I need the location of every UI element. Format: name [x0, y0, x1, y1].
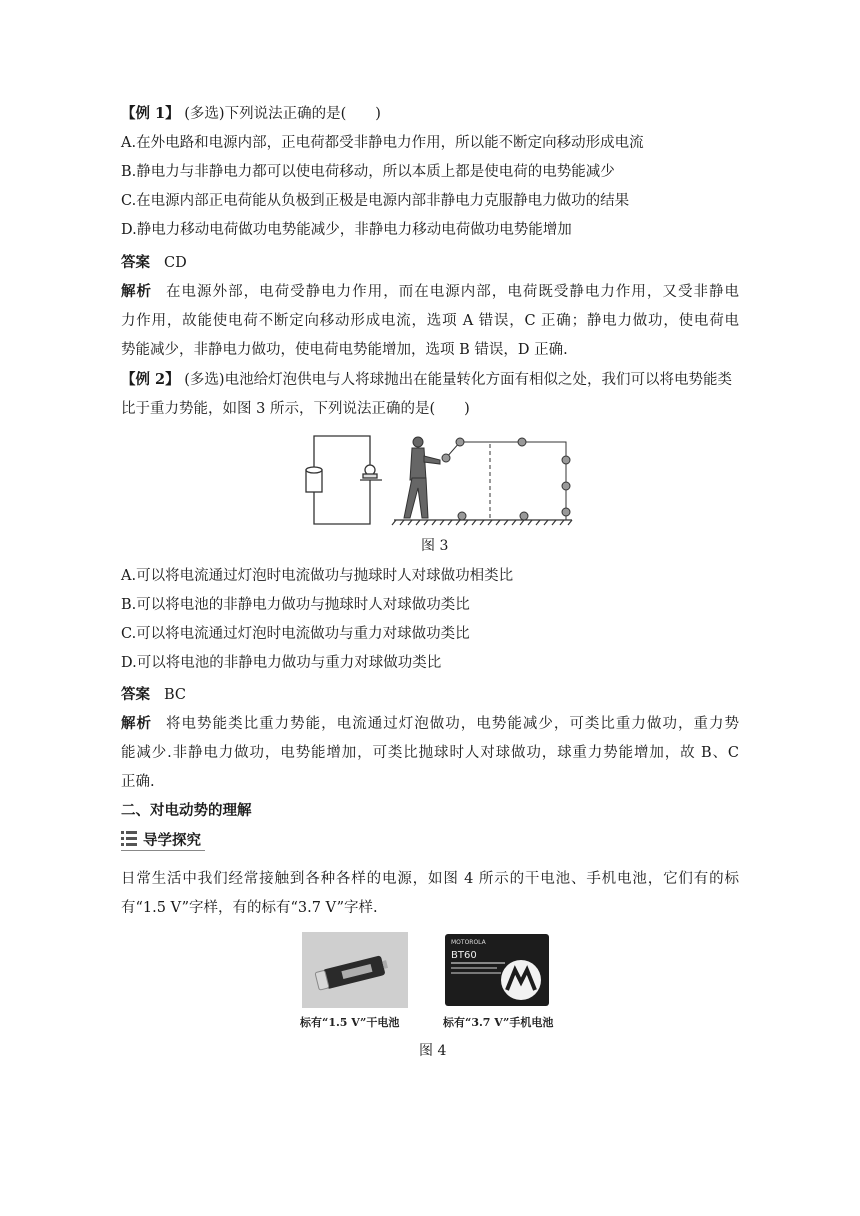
circuit-diagram — [306, 436, 382, 524]
example2-tag: 【例 2】 — [121, 371, 180, 388]
example1-option-a: A.在外电路和电源内部，正电荷都受非静电力作用，所以能不断定向移动形成电流 — [121, 135, 644, 151]
figure3-caption: 图 3 — [421, 538, 449, 554]
phone-battery-brand: MOTOROLA — [451, 939, 486, 946]
list-icon — [121, 831, 137, 846]
ball-markers — [442, 438, 570, 520]
example1-analysis-line-2: 力作用，故能使电荷不断定向移动形成电流，选项 A 错误，C 正确；静电力做功，使电荷电 — [121, 313, 739, 329]
example1-analysis-line-3: 势能减少，非静电力做功，使电荷电势能增加，选项 B 错误，D 正确. — [121, 342, 568, 358]
photo1-caption: 标有“1.5 V”干电池 — [300, 1016, 400, 1029]
ball — [562, 482, 570, 490]
example2-question-line-1 — [121, 370, 732, 390]
ball — [562, 456, 570, 464]
example2-analysis-line-2: 能减少.非静电力做功，电势能增加，可类比抛球时人对球做功，球重力势能增加，故 B、C — [121, 745, 739, 761]
example2-option-a: A.可以将电流通过灯泡时电流做功与抛球时人对球做功相类比 — [121, 568, 514, 584]
ball — [562, 508, 570, 516]
figure3-illustration — [300, 430, 580, 528]
photo2-caption: 标有“3.7 V”手机电池 — [443, 1016, 554, 1029]
section-heading: 二、对电动势的理解 — [121, 803, 252, 819]
answer-value: BC — [164, 687, 187, 703]
intro-line-1: 日常生活中我们经常接触到各种各样的电源，如图 4 所示的干电池、手机电池，它们有的标 — [121, 871, 739, 887]
analysis-text: 在电源外部，电荷受静电力作用，而在电源内部，电荷既受静电力作用，又受非静电 — [166, 284, 740, 300]
example2-option-b: B.可以将电池的非静电力做功与抛球时人对球做功类比 — [121, 597, 470, 613]
example1-option-b: B.静电力与非静电力都可以使电荷移动，所以本质上都是使电荷的电势能减少 — [121, 164, 615, 180]
ball — [442, 454, 450, 462]
analysis-label: 解析 — [121, 715, 153, 732]
ball — [520, 512, 528, 520]
figure4-caption: 图 4 — [419, 1043, 447, 1059]
subheading-title: 导学探究 — [143, 833, 201, 849]
ground-line — [392, 520, 572, 525]
ball — [518, 438, 526, 446]
person-figure — [404, 437, 440, 518]
ball — [458, 512, 466, 520]
analysis-text: 将电势能类比重力势能，电流通过灯泡做功，电势能减少，可类比重力做功，重力势 — [166, 716, 740, 732]
answer-label: 答案 — [121, 254, 150, 271]
example2-question-text: (多选)电池给灯泡供电与人将球抛出在能量转化方面有相似之处，我们可以将电势能类 — [184, 372, 733, 388]
analysis-label: 解析 — [121, 283, 153, 300]
phone-battery-model: BT60 — [451, 950, 477, 961]
example2-answer — [121, 685, 186, 705]
intro-line-2: 有“1.5 V”字样，有的标有“3.7 V”字样. — [121, 900, 378, 916]
example1-answer — [121, 253, 187, 273]
example1-tag: 【例 1】 — [121, 105, 180, 122]
ball — [456, 438, 464, 446]
answer-value: CD — [164, 255, 187, 271]
example2-question-line-2: 比于重力势能，如图 3 所示，下列说法正确的是( ) — [121, 401, 470, 417]
example2-analysis-line-1 — [121, 714, 739, 734]
example2-option-d: D.可以将电池的非静电力做功与重力对球做功类比 — [121, 655, 442, 671]
phone-battery-photo — [443, 932, 551, 1008]
example1-question-text: (多选)下列说法正确的是( ) — [184, 106, 381, 122]
dry-battery-photo — [302, 932, 408, 1008]
answer-label: 答案 — [121, 686, 150, 703]
example2-option-c: C.可以将电流通过灯泡时电流做功与重力对球做功类比 — [121, 626, 470, 642]
example1-analysis-line-1 — [121, 282, 739, 302]
subheading-bar — [121, 826, 205, 852]
example2-analysis-line-3: 正确. — [121, 774, 155, 790]
example1-option-d: D.静电力移动电荷做功电势能减少，非静电力移动电荷做功电势能增加 — [121, 222, 572, 238]
example1-question — [121, 104, 381, 124]
example1-option-c: C.在电源内部正电荷能从负极到正极是电源内部非静电力克服静电力做功的结果 — [121, 193, 630, 209]
